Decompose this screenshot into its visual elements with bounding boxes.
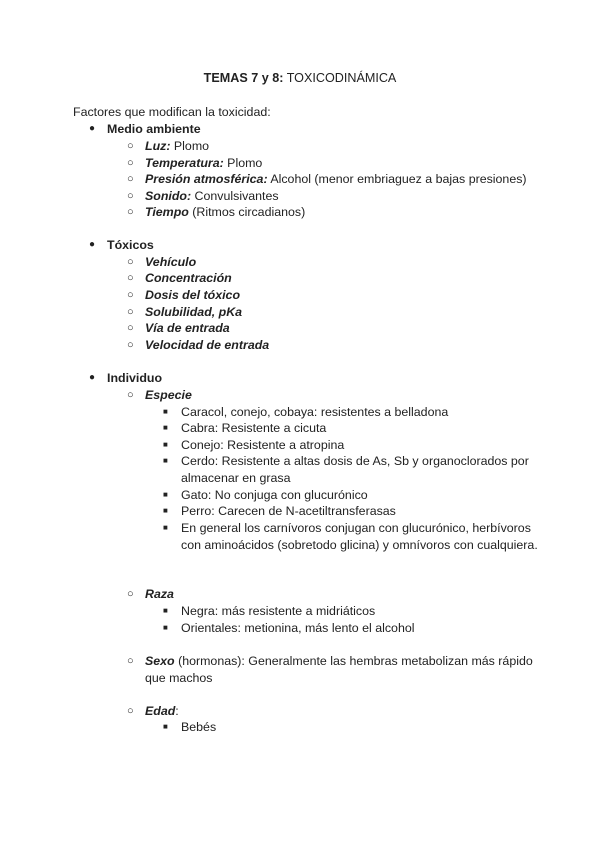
- bullet-disc-icon: ●: [89, 123, 96, 134]
- bullet-circle-icon: ○: [127, 206, 134, 218]
- list-item: ■ Caracol, conejo, cobaya: resistentes a belladona: [163, 405, 449, 419]
- bullet-square-icon: ■: [163, 722, 168, 731]
- list-item: ○ Solubilidad, pKa: [127, 305, 243, 319]
- list-item: ■ Cabra: Resistente a cicuta: [163, 421, 327, 435]
- list-item: ○ Temperatura: Plomo: [127, 156, 263, 170]
- list-item: ○ Vía de entrada: [127, 321, 230, 335]
- bullet-square-icon: ■: [163, 423, 168, 432]
- page-title: [0, 70, 600, 86]
- list-item: ○ Sonido: Convulsivantes: [127, 189, 279, 203]
- bullet-square-icon: ■: [163, 456, 168, 465]
- list-item: ■ Gato: No conjuga con glucurónico: [163, 488, 368, 502]
- list-item: ■ Perro: Carecen de N-acetiltransferasas: [163, 504, 396, 518]
- bullet-circle-icon: ○: [127, 705, 134, 717]
- heading-toxicos: ● Tóxicos: [89, 238, 154, 252]
- bullet-circle-icon: ○: [127, 190, 134, 202]
- list-item: ○ Velocidad de entrada: [127, 338, 270, 352]
- bullet-square-icon: ■: [163, 506, 168, 515]
- subheading-especie: ○ Especie: [127, 388, 192, 402]
- bullet-disc-icon: ●: [89, 239, 96, 250]
- heading-medio-ambiente: ● Medio ambiente: [89, 122, 201, 136]
- bullet-circle-icon: ○: [127, 272, 134, 284]
- bullet-circle-icon: ○: [127, 655, 134, 667]
- bullet-square-icon: ■: [163, 490, 168, 499]
- bullet-square-icon: ■: [163, 623, 168, 632]
- bullet-square-icon: ■: [163, 523, 168, 532]
- list-item: ■ Negra: más resistente a midriáticos: [163, 604, 376, 618]
- bullet-circle-icon: ○: [127, 306, 134, 318]
- intro-text: Factores que modifican la toxicidad:: [73, 105, 271, 119]
- list-item: ■ En general los carnívoros conjugan con glucurónico, herbívoros con aminoácidos (sobretodo glicina) y omnívoros con cualquiera.: [163, 521, 538, 552]
- list-item: ■ Bebés: [163, 720, 217, 734]
- bullet-square-icon: ■: [163, 440, 168, 449]
- bullet-circle-icon: ○: [127, 339, 134, 351]
- bullet-circle-icon: ○: [127, 256, 134, 268]
- subheading-sexo: ○ Sexo (hormonas): Generalmente las hembras metabolizan más rápido que machos: [127, 654, 533, 685]
- list-item: ○ Concentración: [127, 271, 232, 285]
- title-bold: TEMAS 7 y 8:: [203, 71, 284, 85]
- bullet-circle-icon: ○: [127, 588, 134, 600]
- list-item: ■ Cerdo: Resistente a altas dosis de As, Sb y organoclorados por almacenar en grasa: [163, 454, 529, 485]
- bullet-circle-icon: ○: [127, 173, 134, 185]
- bullet-circle-icon: ○: [127, 140, 134, 152]
- bullet-circle-icon: ○: [127, 322, 134, 334]
- bullet-circle-icon: ○: [127, 389, 134, 401]
- heading-individuo: ● Individuo: [89, 371, 163, 385]
- bullet-circle-icon: ○: [127, 157, 134, 169]
- bullet-square-icon: ■: [163, 407, 168, 416]
- bullet-disc-icon: ●: [89, 372, 96, 383]
- list-item: ○ Tiempo (Ritmos circadianos): [127, 205, 306, 219]
- list-item: ○ Luz: Plomo: [127, 139, 210, 153]
- list-item: ■ Orientales: metionina, más lento el alcohol: [163, 621, 415, 635]
- list-item: ■ Conejo: Resistente a atropina: [163, 438, 345, 452]
- list-item: ○ Presión atmosférica: Alcohol (menor embriaguez a bajas presiones): [127, 172, 527, 186]
- title-rest: TOXICODINÁMICA: [283, 71, 397, 85]
- subheading-edad: ○ Edad:: [127, 704, 179, 718]
- subheading-raza: ○ Raza: [127, 587, 174, 601]
- bullet-square-icon: ■: [163, 606, 168, 615]
- list-item: ○ Vehículo: [127, 255, 197, 269]
- bullet-circle-icon: ○: [127, 289, 134, 301]
- list-item: ○ Dosis del tóxico: [127, 288, 241, 302]
